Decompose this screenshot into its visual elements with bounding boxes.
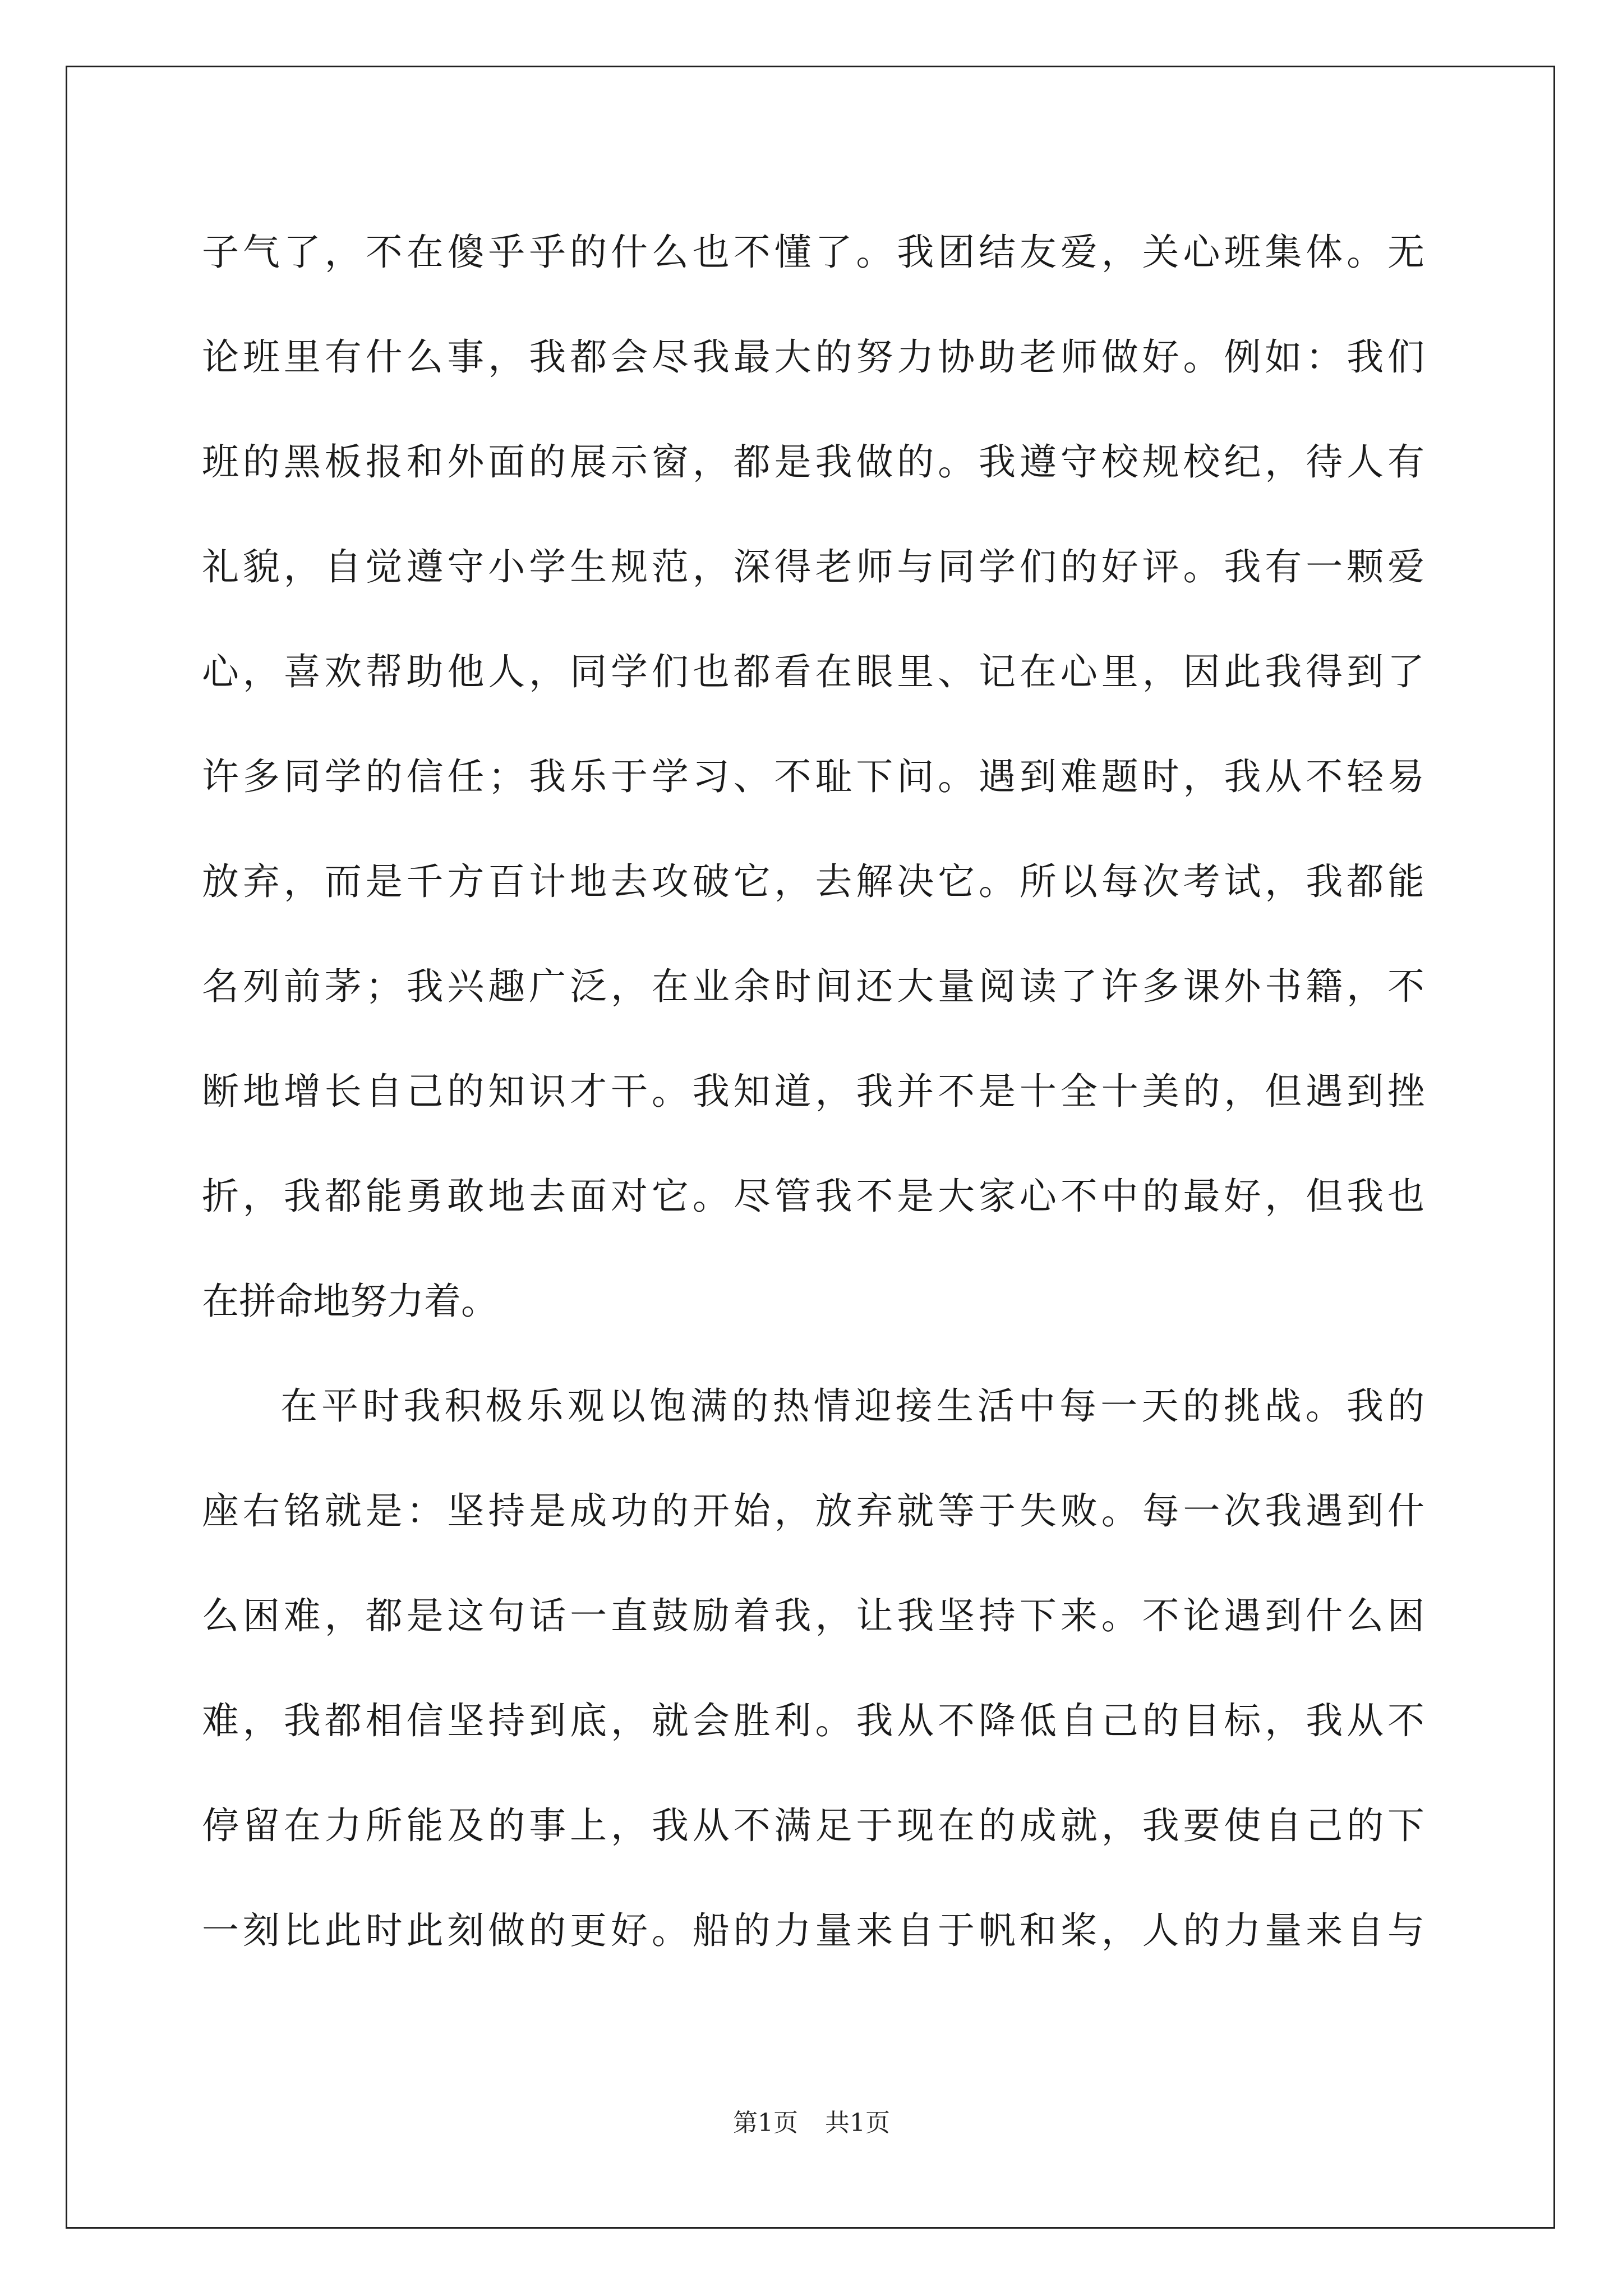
text-line: 在拼命地努力着。 xyxy=(202,1280,498,1323)
text-line: 么困难，都是这句话一直鼓励着我，让我坚持下来。不论遇到什么困 xyxy=(202,1594,1424,1637)
text-line: 心，喜欢帮助他人，同学们也都看在眼里、记在心里，因此我得到了 xyxy=(202,650,1424,693)
text-line: 难，我都相信坚持到底，就会胜利。我从不降低自己的目标，我从不 xyxy=(202,1699,1424,1742)
text-line: 许多同学的信任；我乐于学习、不耻下问。遇到难题时，我从不轻易 xyxy=(202,755,1424,798)
text-line: 停留在力所能及的事上，我从不满足于现在的成就，我要使自己的下 xyxy=(202,1804,1424,1847)
page-number-current: 第1页 xyxy=(733,2109,798,2137)
text-line: 在平时我积极乐观以饱满的热情迎接生活中每一天的挑战。我的 xyxy=(280,1384,1424,1428)
page-number-total: 共1页 xyxy=(825,2109,890,2137)
text-line: 班的黑板报和外面的展示窗，都是我做的。我遵守校规校纪，待人有 xyxy=(202,440,1424,484)
text-line: 放弃，而是千方百计地去攻破它，去解决它。所以每次考试，我都能 xyxy=(202,860,1424,903)
text-line: 一刻比此时此刻做的更好。船的力量来自于帆和桨，人的力量来自与 xyxy=(202,1909,1424,1952)
text-line: 名列前茅；我兴趣广泛，在业余时间还大量阅读了许多课外书籍，不 xyxy=(202,965,1424,1008)
page-footer xyxy=(0,2106,1623,2140)
text-line: 礼貌，自觉遵守小学生规范，深得老师与同学们的好评。我有一颗爱 xyxy=(202,545,1424,588)
text-line: 子气了，不在傻乎乎的什么也不懂了。我团结友爱，关心班集体。无 xyxy=(202,231,1424,274)
text-line: 座右铭就是：坚持是成功的开始，放弃就等于失败。每一次我遇到什 xyxy=(202,1489,1424,1533)
text-line: 断地增长自己的知识才干。我知道，我并不是十全十美的，但遇到挫 xyxy=(202,1070,1424,1113)
text-line: 论班里有什么事，我都会尽我最大的努力协助老师做好。例如：我们 xyxy=(202,335,1424,379)
text-line: 折，我都能勇敢地去面对它。尽管我不是大家心不中的最好，但我也 xyxy=(202,1175,1424,1218)
